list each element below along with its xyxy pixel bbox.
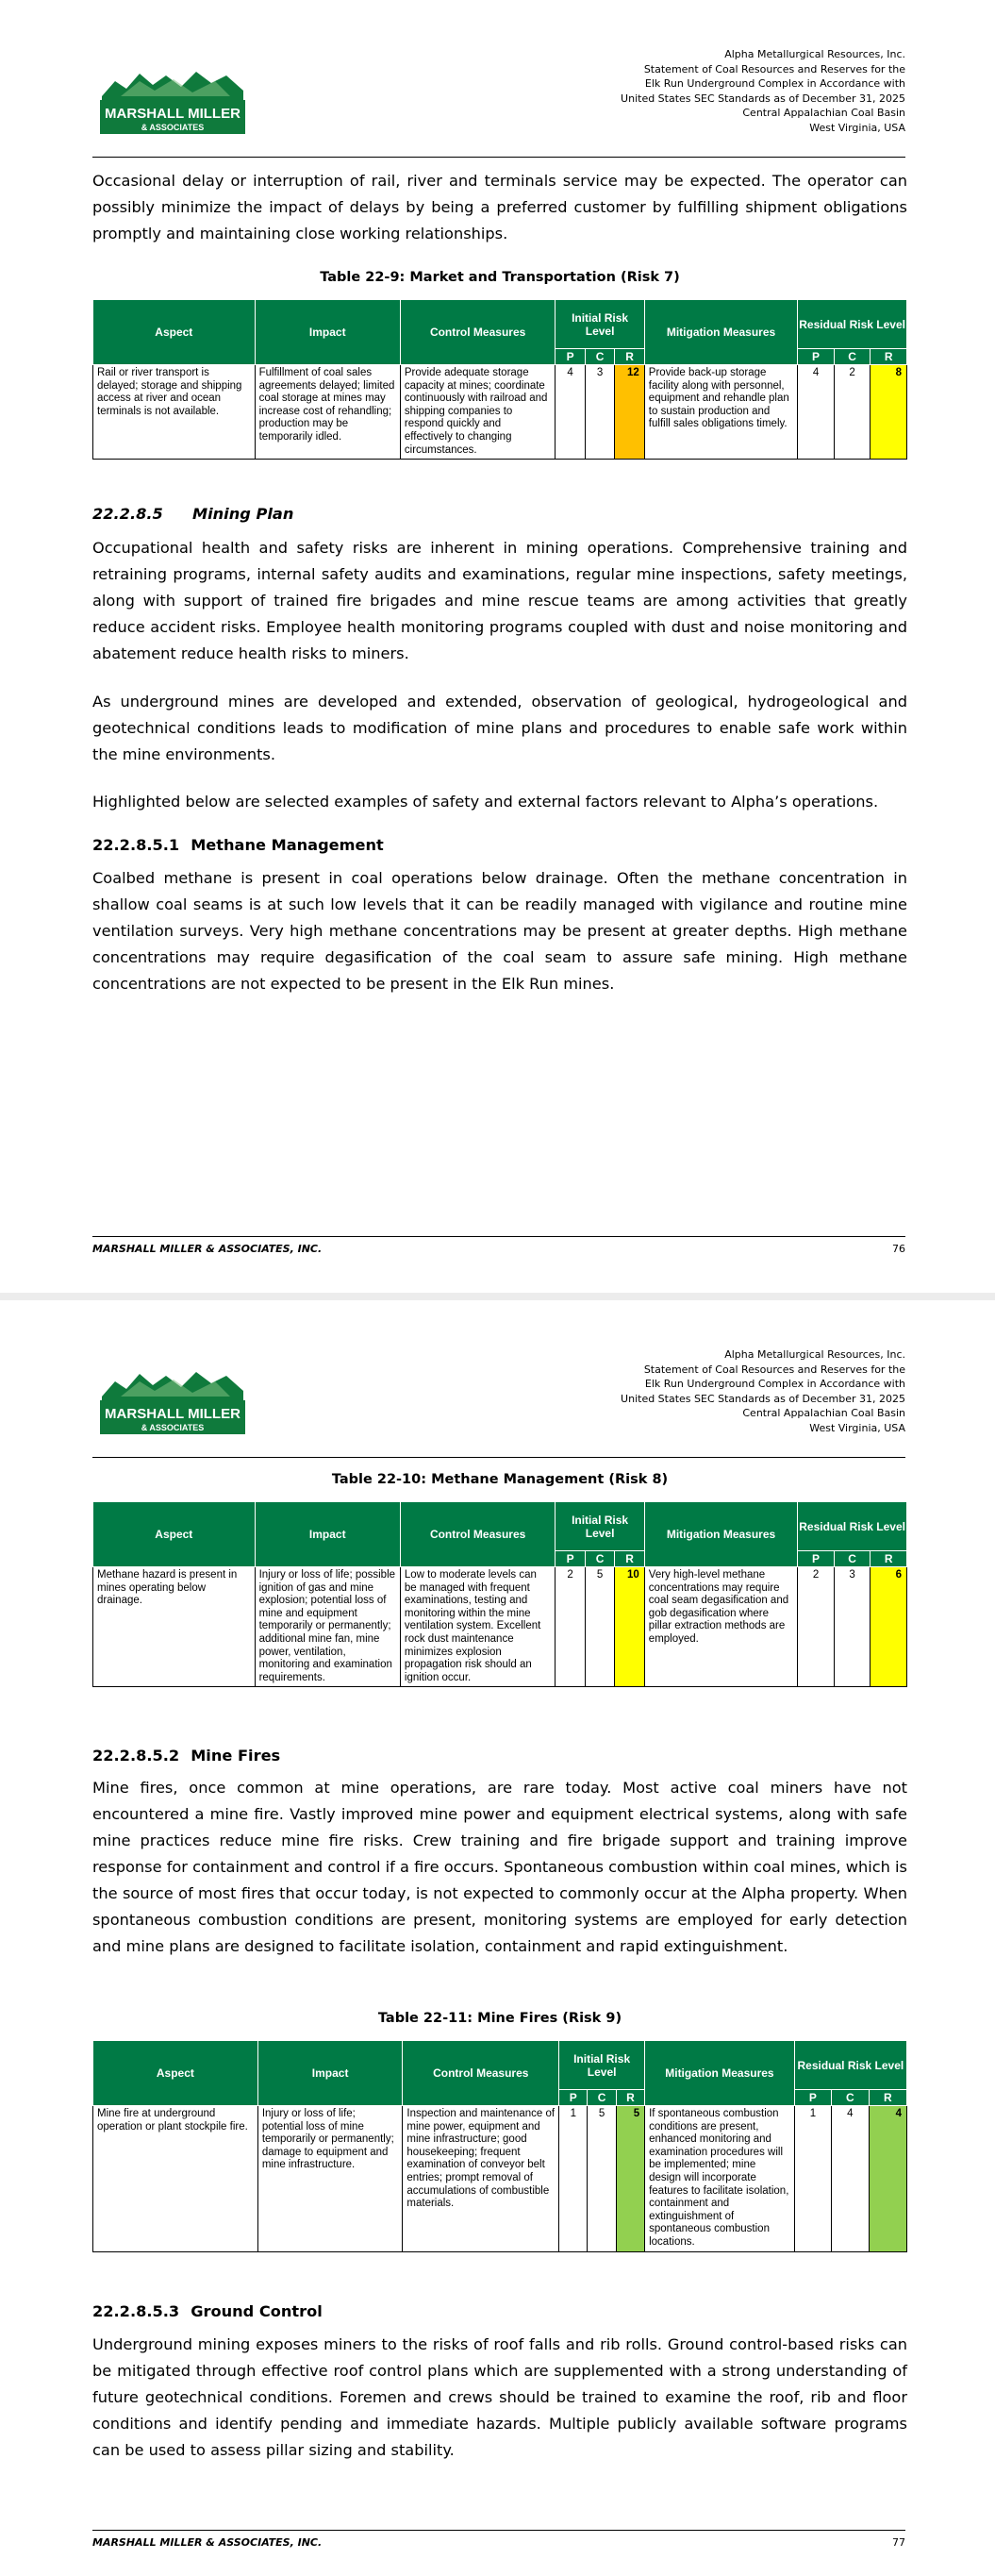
col-impact: Impact [255, 1502, 400, 1567]
col-c: C [834, 1551, 871, 1567]
svg-text:MARSHALL MILLER: MARSHALL MILLER [105, 1406, 240, 1422]
svg-text:MARSHALL MILLER: MARSHALL MILLER [105, 106, 240, 122]
cell-control: Low to moderate levels can be managed with frequent examinations, testing and monitoring within the mine ventilation system. Excellent rock dust maintenance minimizes explosion propagation risk should an ignition occur. [400, 1567, 555, 1687]
col-impact: Impact [255, 300, 400, 365]
col-c: C [585, 349, 614, 365]
table-row [93, 2106, 907, 2252]
table-22-9 [92, 299, 907, 460]
col-r: R [615, 1551, 645, 1567]
cell-impact: Injury or loss of life; possible ignition of gas and mine explosion; potential loss of mine and equipment temporarily or permanently; additional mine fan, mine power, ventilation, monitoring and examination requirements. [255, 1567, 400, 1687]
cell-initial-c: 3 [585, 365, 614, 460]
page-footer [92, 1236, 905, 1258]
mine-fires-paragraph: Mine fires, once common at mine operations, are rare today. Most active coal miners have not encountered a mine fire. Vastly improved mine power and equipment electrical systems, along with safe mine practices reduce mine fire risks. Crew training and fire brigade support and training improve response for containment and control if a fire occurs. Spontaneous combustion within coal mines, which is the source of most fires that occur today, is not expected to commonly occur at the Alpha property. When spontaneous combustion conditions are present, monitoring systems are employed for early detection and mine plans are designed to facilitate isolation, containment and rapid extinguishment. [92, 1779, 907, 1955]
cell-initial-r: 12 [615, 365, 645, 460]
subsection-title: Mine Fires [191, 1747, 281, 1765]
intro-paragraph: Occasional delay or interruption of rail, river and terminals service may be expected. The operator can possibly minimize the impact of delays by being a preferred customer by fulfilling shipment obligations promptly and maintaining close working relationships. [92, 172, 907, 243]
col-c: C [585, 1551, 614, 1567]
company-logo [98, 1368, 247, 1436]
cell-initial-c: 5 [588, 2106, 616, 2252]
table-row [93, 365, 907, 460]
header-line4: United States SEC Standards as of December 31, 2025 [621, 1392, 905, 1405]
cell-initial-r: 10 [615, 1567, 645, 1687]
col-p: P [556, 349, 585, 365]
cell-residual-p: 4 [798, 365, 835, 460]
header-text [621, 47, 905, 135]
col-initial-risk: Initial Risk Level [556, 300, 644, 349]
col-p: P [798, 349, 835, 365]
cell-aspect: Mine fire at underground operation or plant stockpile fire. [93, 2106, 258, 2252]
cell-residual-c: 3 [834, 1567, 871, 1687]
header-text [621, 1347, 905, 1435]
col-r: R [615, 349, 645, 365]
col-p: P [798, 1551, 835, 1567]
subsection-heading-methane [92, 836, 384, 854]
header-line3: Elk Run Underground Complex in Accordance with [644, 1378, 905, 1390]
cell-residual-r: 4 [869, 2106, 906, 2252]
methane-paragraph: Coalbed methane is present in coal operations below drainage. Often the methane concentration in shallow coal seams is at such low levels that it can be readily managed with vigilance and routine mine ventilation surveys. Very high methane concentrations may be present at greater depths. High methane concentrations may require degasification of the coal seam to assure safe mining. High methane concentrations are not expected to be present in the Elk Run mines. [92, 869, 907, 993]
footer-firm: MARSHALL MILLER & ASSOCIATES, INC. [92, 1243, 323, 1255]
col-r: R [871, 349, 907, 365]
col-initial-risk: Initial Risk Level [556, 1502, 644, 1551]
header-line2: Statement of Coal Resources and Reserves for the [643, 1363, 905, 1376]
col-control: Control Measures [403, 2041, 559, 2106]
page-header [92, 45, 905, 158]
col-mitigation: Mitigation Measures [644, 1502, 797, 1567]
cell-initial-r: 5 [616, 2106, 644, 2252]
col-impact: Impact [257, 2041, 403, 2106]
col-aspect: Aspect [93, 1502, 256, 1567]
col-residual-risk: Residual Risk Level [794, 2041, 906, 2090]
col-r: R [871, 1551, 907, 1567]
header-line6: West Virginia, USA [809, 121, 905, 134]
cell-initial-p: 4 [556, 365, 585, 460]
section-heading-mining-plan [92, 505, 293, 523]
col-r: R [869, 2090, 906, 2106]
col-c: C [588, 2090, 616, 2106]
col-residual-risk: Residual Risk Level [798, 300, 907, 349]
table-22-9-caption: Table 22-9: Market and Transportation (Risk 7) [320, 270, 680, 285]
header-line2: Statement of Coal Resources and Reserves for the [643, 62, 905, 75]
mining-plan-paragraph-2: As underground mines are developed and extended, observation of geological, hydrogeological and geotechnical conditions leads to modification of mine plans and procedures to enable safe work within the mine environments. [92, 693, 907, 763]
header-line3: Elk Run Underground Complex in Accordance with [644, 77, 905, 90]
ground-control-paragraph: Underground mining exposes miners to the risks of roof falls and rib rolls. Ground control-based risks can be mitigated through effective roof control plans which are supplemented with a strong understanding of future geotechnical conditions. Foremen and crews should be trained to examine the roof, rib and floor conditions and identify pending and immediate hazards. Multiple publicly available software programs can be used to assess pillar sizing and stability. [92, 2335, 907, 2459]
cell-mitigation: Very high-level methane concentrations may require coal seam degasification and gob degasification where pillar extraction methods are employed. [644, 1567, 797, 1687]
cell-residual-p: 2 [798, 1567, 835, 1687]
table-22-11 [92, 2040, 907, 2252]
svg-text:& ASSOCIATES: & ASSOCIATES [141, 1423, 205, 1432]
col-p: P [559, 2090, 588, 2106]
col-initial-risk: Initial Risk Level [559, 2041, 645, 2090]
col-aspect: Aspect [93, 300, 256, 365]
cell-control: Inspection and maintenance of mine power, equipment and mine infrastructure; good housekeeping; frequent examination of conveyor belt entries; prompt removal of accumulations of combustible materials. [403, 2106, 559, 2252]
subsection-heading-mine-fires [92, 1747, 280, 1765]
table-22-11-caption: Table 22-11: Mine Fires (Risk 9) [377, 2011, 622, 2026]
header-line5: Central Appalachian Coal Basin [742, 1407, 905, 1419]
cell-residual-c: 4 [832, 2106, 869, 2252]
col-p: P [556, 1551, 585, 1567]
cell-initial-c: 5 [585, 1567, 614, 1687]
subsection-heading-ground-control [92, 2302, 323, 2320]
cell-aspect: Methane hazard is present in mines operating below drainage. [93, 1567, 256, 1687]
cell-residual-r: 6 [871, 1567, 907, 1687]
page-number: 77 [892, 2536, 905, 2549]
cell-aspect: Rail or river transport is delayed; storage and shipping access at river and ocean terminals is not available. [93, 365, 256, 460]
col-residual-risk: Residual Risk Level [798, 1502, 907, 1551]
mining-plan-paragraph-1: Occupational health and safety risks are inherent in mining operations. Comprehensive training and retraining programs, internal safety audits and examinations, regular mine inspections, safety meetings, along with support of trained fire brigades and mine rescue teams are among activities that greatly reduce accident risks. Employee health monitoring programs coupled with dust and noise monitoring and abatement reduce health risks to miners. [92, 539, 907, 662]
page-footer [92, 2530, 905, 2551]
col-control: Control Measures [400, 300, 555, 365]
header-line5: Central Appalachian Coal Basin [742, 107, 905, 119]
col-mitigation: Mitigation Measures [645, 2041, 795, 2106]
cell-residual-r: 8 [871, 365, 907, 460]
col-r: R [616, 2090, 644, 2106]
col-control: Control Measures [400, 1502, 555, 1567]
mining-plan-paragraph-3: Highlighted below are selected examples of safety and external factors relevant to Alpha’s operations. [92, 793, 879, 811]
subsection-title: Ground Control [191, 2302, 323, 2320]
col-mitigation: Mitigation Measures [644, 300, 797, 365]
header-company: Alpha Metallurgical Resources, Inc. [724, 48, 905, 60]
subsection-number: 22.2.8.5.3 [92, 2302, 180, 2320]
col-c: C [834, 349, 871, 365]
header-line6: West Virginia, USA [809, 1421, 905, 1434]
subsection-title: Methane Management [191, 836, 384, 854]
header-line4: United States SEC Standards as of December 31, 2025 [621, 92, 905, 105]
subsection-number: 22.2.8.5.2 [92, 1747, 180, 1765]
svg-text:& ASSOCIATES: & ASSOCIATES [141, 123, 205, 132]
table-row [93, 1567, 907, 1687]
col-c: C [832, 2090, 869, 2106]
cell-residual-p: 1 [794, 2106, 831, 2252]
company-logo [98, 68, 247, 136]
footer-firm: MARSHALL MILLER & ASSOCIATES, INC. [92, 2536, 323, 2549]
cell-residual-c: 2 [834, 365, 871, 460]
cell-mitigation: If spontaneous combustion conditions are present, enhanced monitoring and examination procedures will be implemented; mine design will incorporate features to facilitate isolation, containment and extinguishment of spontaneous combustion locations. [645, 2106, 795, 2252]
section-number: 22.2.8.5 [92, 505, 163, 523]
cell-initial-p: 2 [556, 1567, 585, 1687]
col-aspect: Aspect [93, 2041, 258, 2106]
cell-initial-p: 1 [559, 2106, 588, 2252]
cell-control: Provide adequate storage capacity at mines; coordinate continuously with railroad and shipping companies to respond quickly and effectively to changing circumstances. [400, 365, 555, 460]
cell-mitigation: Provide back-up storage facility along with personnel, equipment and rehandle plan to sustain production and fulfill sales obligations timely. [644, 365, 797, 460]
table-22-10-caption: Table 22-10: Methane Management (Risk 8) [331, 1472, 669, 1487]
subsection-number: 22.2.8.5.1 [92, 836, 180, 854]
section-title: Mining Plan [192, 505, 294, 523]
cell-impact: Injury or loss of life; potential loss of mine temporarily or permanently; damage to equipment and mine infrastructure. [257, 2106, 403, 2252]
page-77 [0, 1300, 995, 2576]
header-company: Alpha Metallurgical Resources, Inc. [724, 1348, 905, 1361]
page-header [92, 1346, 905, 1458]
page-number: 76 [892, 1243, 905, 1255]
cell-impact: Fulfillment of coal sales agreements delayed; limited coal storage at mines may increase cost of rehandling; production may be temporarily idled. [255, 365, 400, 460]
col-p: P [794, 2090, 831, 2106]
table-22-10 [92, 1501, 907, 1687]
